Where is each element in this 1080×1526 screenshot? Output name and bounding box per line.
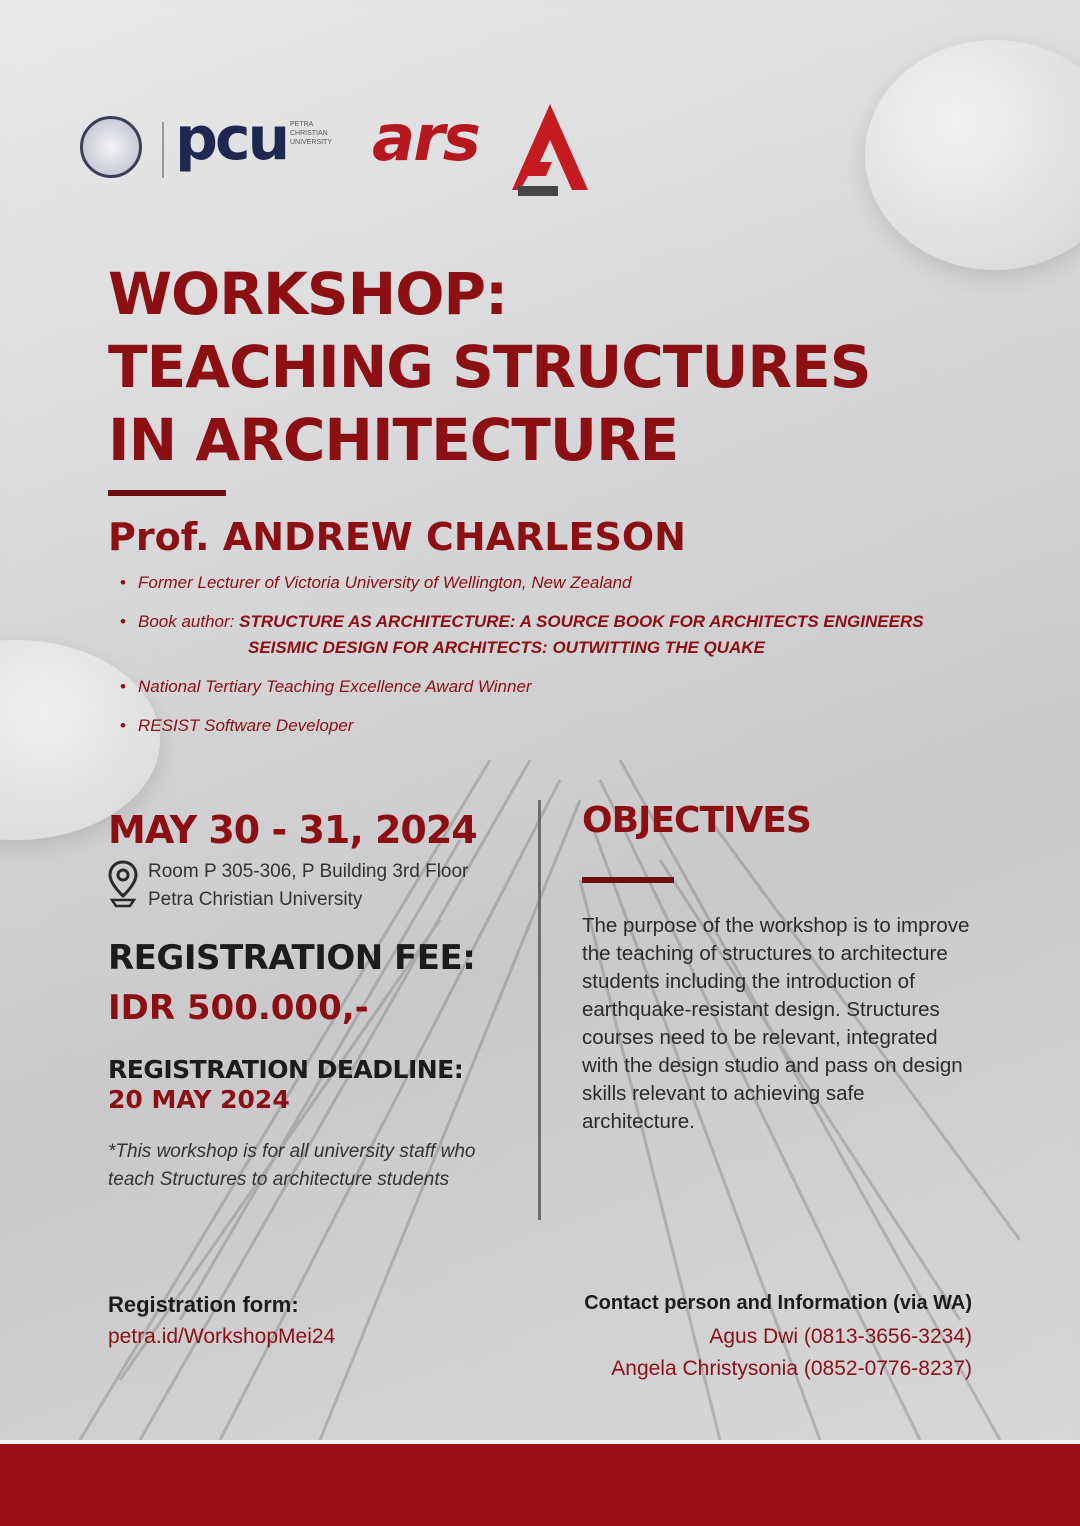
logo-bar — [80, 100, 620, 205]
pcu-sub-line: UNIVERSITY — [290, 139, 333, 146]
registration-form-link[interactable]: petra.id/WorkshopMei24 — [108, 1325, 336, 1348]
registration-deadline-value: 20 MAY 2024 — [108, 1085, 290, 1114]
registration-fee-value: IDR 500.000,- — [108, 988, 369, 1028]
location-line: Petra Christian University — [148, 889, 363, 910]
ars-logo: ars — [372, 102, 479, 176]
registration-form-label: Registration form: — [108, 1292, 299, 1317]
book-prefix: Book author: — [138, 612, 235, 631]
location-line: Room P 305-306, P Building 3rd Floor — [148, 861, 469, 882]
title-line: TEACHING STRUCTURES — [108, 333, 871, 401]
decorative-circle-top-right — [865, 40, 1080, 270]
column-divider — [538, 800, 541, 1220]
pcu-logo-subtitle — [290, 120, 332, 147]
workshop-title — [108, 258, 870, 477]
university-seal-icon — [80, 116, 142, 178]
contact-person: Agus Dwi (0813-3656-3234) — [709, 1325, 972, 1348]
registration-deadline-label: REGISTRATION DEADLINE: — [108, 1055, 464, 1084]
objectives-text: The purpose of the workshop is to improve the teaching of structures to architecture students including the introduction of earthquake-resistant design. Structures courses need to be relevant, integrated with the design studio and pass on design skills relevant to achieving safe architecture. — [582, 914, 970, 1133]
objectives-underline — [582, 877, 674, 883]
pcu-sub-line: PETRA — [290, 121, 314, 128]
objectives-title: OBJECTIVES — [582, 800, 811, 841]
book-title: STRUCTURE AS ARCHITECTURE: A SOURCE BOOK FOR ARCHITECTS ENGINEERS — [239, 612, 924, 631]
audience-note: *This workshop is for all university staff who teach Structures to architecture students — [108, 1141, 476, 1190]
list-item: • National Tertiary Teaching Excellence Award Winner — [118, 674, 978, 700]
title-line: WORKSHOP: — [108, 260, 508, 328]
book-row — [138, 609, 978, 635]
location-pin-icon — [108, 860, 138, 908]
footer-band — [0, 1440, 1080, 1526]
event-location — [108, 858, 528, 914]
title-line: IN ARCHITECTURE — [108, 406, 679, 474]
logo-separator — [162, 122, 164, 178]
contact-person: Angela Christysonia (0852-0776-8237) — [611, 1357, 972, 1380]
book-title: SEISMIC DESIGN FOR ARCHITECTS: OUTWITTING THE QUAKE — [248, 638, 765, 657]
speaker-credentials — [118, 570, 978, 752]
list-item: • RESIST Software Developer — [118, 713, 978, 739]
list-item — [118, 609, 978, 661]
title-underline — [108, 490, 226, 496]
list-item: • Former Lecturer of Victoria University of Wellington, New Zealand — [118, 570, 978, 596]
pcu-logo: pcu — [175, 104, 288, 174]
contact-label: Contact person and Information (via WA) — [584, 1292, 972, 1314]
speaker-name: Prof. ANDREW CHARLESON — [108, 515, 686, 559]
registration-fee-label: REGISTRATION FEE: — [108, 938, 476, 978]
event-date: MAY 30 - 31, 2024 — [108, 808, 477, 852]
mountain-peak-logo-icon — [510, 100, 590, 200]
pcu-sub-line: CHRISTIAN — [290, 130, 328, 137]
